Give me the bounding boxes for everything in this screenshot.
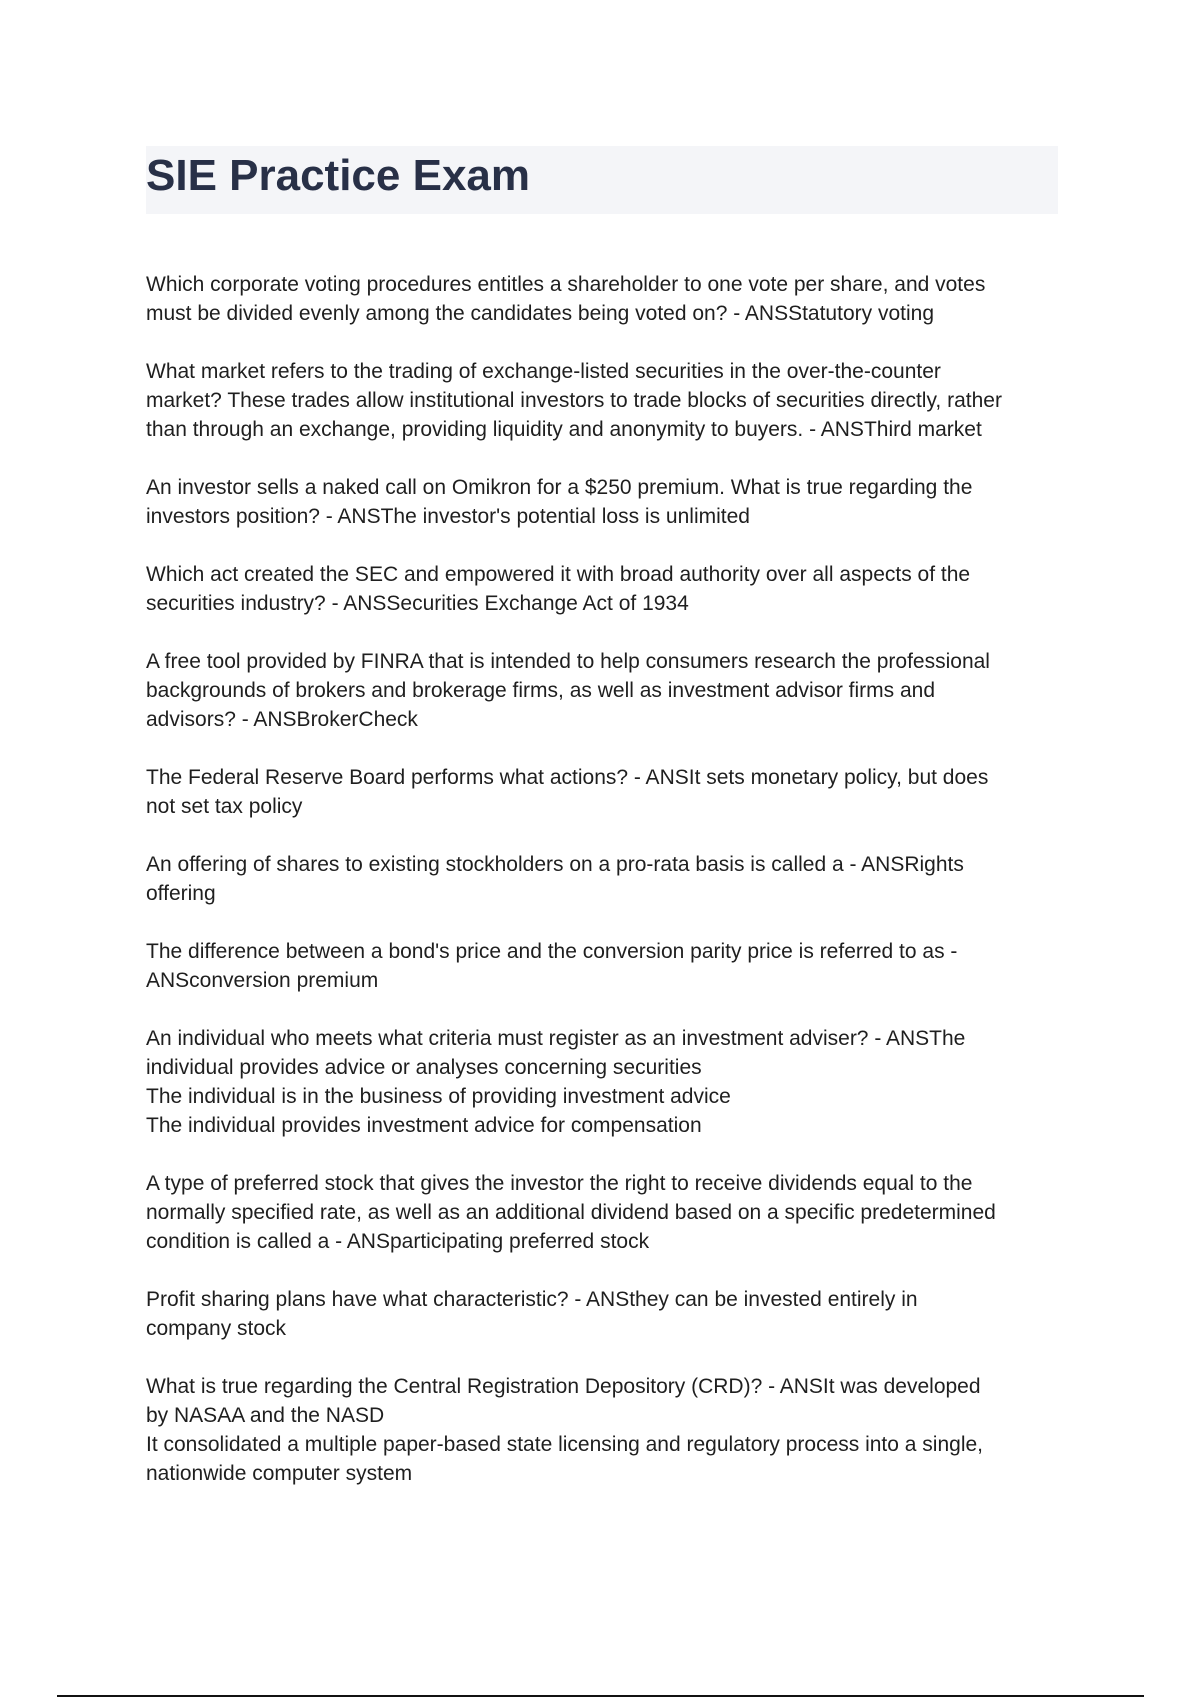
title-banner <box>146 146 1058 214</box>
question-answer-9: An individual who meets what criteria must register as an investment adviser? - ANSThe individual provides advice or analyses concerning securities The individual is in the business of providing investment advice The individual provides investment advice for compensation <box>146 1027 966 1137</box>
question-answer-8: The difference between a bond's price and the conversion parity price is referred to as - ANSconversion premium <box>146 940 958 992</box>
question-answer-7: An offering of shares to existing stockholders on a pro-rata basis is called a - ANSRights offering <box>146 853 964 905</box>
question-answer-4: Which act created the SEC and empowered it with broad authority over all aspects of the securities industry? - ANSSecurities Exchange Act of 1934 <box>146 563 971 615</box>
question-list <box>146 270 1066 1517</box>
question-answer-11: Profit sharing plans have what characteristic? - ANSthey can be invested entirely in company stock <box>146 1288 918 1340</box>
question-answer-12: What is true regarding the Central Registration Depository (CRD)? - ANSIt was developed by NASAA and the NASD It consolidated a multiple paper-based state licensing and regulatory process into a single, nationwide computer system <box>146 1375 983 1485</box>
question-answer-1: Which corporate voting procedures entitles a shareholder to one vote per share, and votes must be divided evenly among the candidates being voted on? - ANSStatutory voting <box>146 273 986 325</box>
page-title: SIE Practice Exam <box>146 151 531 200</box>
question-answer-3: An investor sells a naked call on Omikron for a $250 premium. What is true regarding the investors position? - ANSThe investor's potential loss is unlimited <box>146 476 973 528</box>
question-answer-6: The Federal Reserve Board performs what actions? - ANSIt sets monetary policy, but does not set tax policy <box>146 766 989 818</box>
question-answer-5: A free tool provided by FINRA that is intended to help consumers research the professional backgrounds of brokers and brokerage firms, as well as investment advisor firms and advisors? - ANSBrokerCheck <box>146 650 990 731</box>
question-answer-10: A type of preferred stock that gives the investor the right to receive dividends equal to the normally specified rate, as well as an additional dividend based on a specific predetermined condition is called a - ANSparticipating preferred stock <box>146 1172 996 1253</box>
question-answer-2: What market refers to the trading of exchange-listed securities in the over-the-counter market? These trades allow institutional investors to trade blocks of securities directly, rather than through an exchange, providing liquidity and anonymity to buyers. - ANSThird market <box>146 360 1002 441</box>
page-bottom-divider <box>57 1695 1144 1697</box>
